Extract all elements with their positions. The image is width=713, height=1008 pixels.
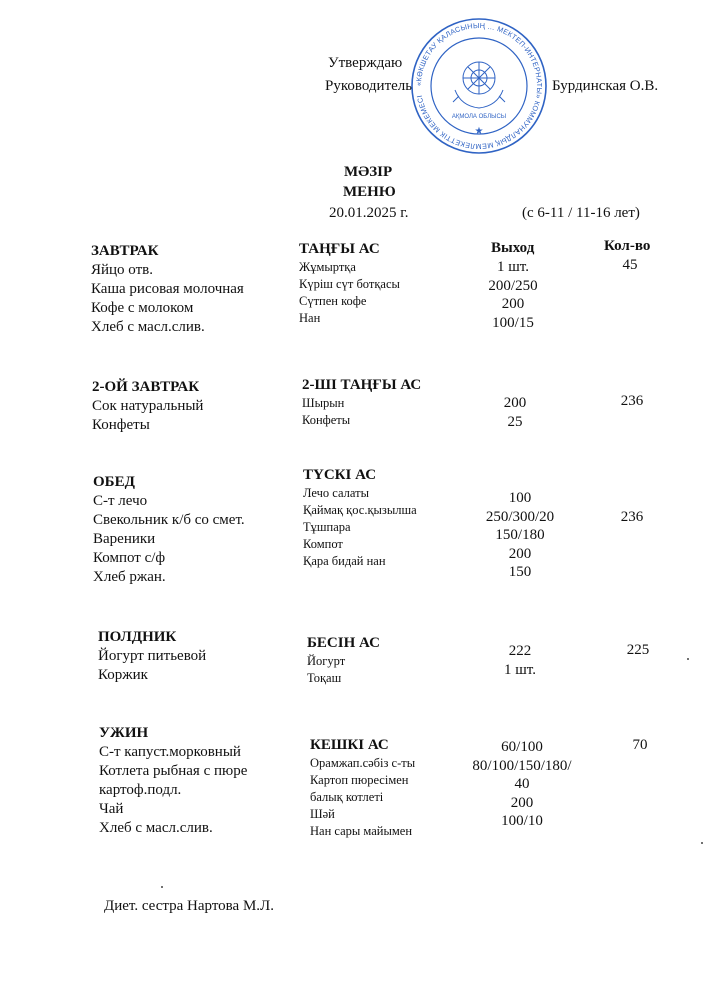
menu-item: Коржик: [98, 667, 148, 683]
menu-item: Компот с/ф: [93, 550, 166, 566]
output-value: 40: [514, 776, 530, 792]
output-value: 222: [508, 643, 532, 659]
scan-speck: [687, 658, 689, 660]
age-range: (с 6-11 / 11-16 лет): [522, 205, 640, 221]
menu-item: Йогурт: [307, 654, 346, 668]
output-value: 60/100: [501, 739, 543, 755]
output-value: 200: [501, 296, 525, 312]
output-value: 200: [510, 794, 534, 811]
output-value: 100/15: [492, 314, 534, 331]
meal-snack-ru: [98, 628, 206, 685]
menu-item: Тоқаш: [307, 671, 342, 685]
menu-item: С-т лечо: [93, 493, 148, 509]
meal-snack-outputs: [485, 642, 555, 680]
menu-item: Нан сары майымен: [310, 824, 413, 838]
meal-lunch-kz: [303, 466, 417, 570]
menu-item: Шырын: [302, 396, 345, 410]
menu-item: Сүтпен кофе: [299, 294, 367, 308]
menu-item: Вареники: [93, 531, 156, 547]
qty-value: 236: [620, 509, 644, 525]
output-value: 100/10: [501, 813, 543, 829]
qty-column-header: Кол-во: [604, 238, 651, 254]
menu-item: Конфеты: [92, 417, 150, 433]
menu-item: Лечо салаты: [303, 486, 369, 500]
meal-lunch-outputs: [470, 489, 570, 582]
meal-dinner-kz: [310, 736, 415, 840]
meal-title: ЗАВТРАК: [91, 243, 159, 259]
output-value: 200: [508, 545, 532, 562]
meal-title: 2-ОЙ ЗАВТРАК: [92, 379, 200, 395]
approval-line2: Руководитель: [325, 78, 413, 94]
output-column-header: Выход: [491, 240, 535, 256]
menu-item: Жұмыртқа: [299, 260, 356, 274]
menu-item: Күріш сүт ботқасы: [299, 277, 400, 291]
output-value: 200: [503, 395, 527, 411]
footer-signature: Диет. сестра Нартова М.Л.: [104, 898, 274, 914]
menu-item: С-т капуст.морковный: [99, 744, 241, 760]
menu-item: Сок натуральный: [92, 398, 204, 414]
menu-item: картоф.подл.: [99, 782, 182, 798]
menu-item: Йогурт питьевой: [98, 648, 207, 664]
scan-speck: [701, 842, 703, 844]
menu-item: Қара бидай нан: [303, 554, 386, 568]
output-value: 150: [508, 564, 532, 580]
meal-title: БЕСІН АС: [307, 635, 380, 651]
menu-item: Компот: [303, 537, 343, 551]
output-value: 25: [507, 414, 523, 430]
meal-second-breakfast-kz: [302, 376, 421, 429]
output-value: 1 шт.: [497, 259, 529, 275]
menu-item: Яйцо отв.: [91, 262, 153, 278]
menu-item: Тұшпара: [303, 520, 351, 534]
menu-item: Хлеб с масл.слив.: [99, 820, 213, 836]
svg-text:★: ★: [474, 126, 484, 137]
output-value: 1 шт.: [504, 662, 536, 678]
approval-line1: Утверждаю: [328, 55, 403, 71]
menu-item: Орамжап.сәбіз с-ты: [310, 756, 416, 770]
meal-title: 2-ШІ ТАҢҒЫ АС: [302, 377, 422, 393]
meal-second-breakfast-outputs: [480, 394, 550, 432]
meal-second-breakfast-ru: [92, 378, 203, 435]
menu-item: Свекольник к/б со смет.: [93, 512, 245, 528]
approval-name: Бурдинская О.В.: [552, 78, 659, 94]
menu-item: Кофе с молоком: [91, 300, 194, 316]
qty-value: 236: [620, 393, 644, 409]
menu-item: Хлеб ржан.: [93, 569, 166, 585]
menu-item: Конфеты: [302, 413, 351, 427]
output-value: 150/180: [495, 527, 545, 543]
qty-value: 70: [632, 737, 648, 753]
menu-item: Шәй: [310, 807, 335, 821]
meal-title: ТҮСКІ АС: [303, 467, 377, 483]
qty-value: 45: [622, 257, 638, 273]
scan-speck: [161, 886, 163, 888]
meal-snack-kz: [307, 634, 380, 687]
menu-item: Қаймақ қос.қызылша: [303, 503, 417, 517]
menu-item: Картоп пюресімен: [310, 773, 409, 787]
meal-lunch-ru: [93, 473, 245, 587]
menu-item: Чай: [99, 801, 124, 817]
output-value: 100: [508, 490, 532, 506]
meal-title: КЕШКІ АС: [310, 737, 389, 753]
meal-dinner-outputs: [462, 738, 582, 831]
output-value: 80/100/150/180/: [472, 757, 572, 774]
meal-breakfast-kz: [299, 240, 400, 327]
meal-breakfast-outputs: [470, 258, 556, 332]
meal-title: ОБЕД: [93, 474, 135, 490]
menu-item: Хлеб с масл.слив.: [91, 319, 205, 335]
official-stamp: [409, 16, 549, 156]
menu-item: Нан: [299, 311, 321, 325]
meal-title: ПОЛДНИК: [98, 629, 177, 645]
output-value: 250/300/20: [485, 508, 555, 525]
meal-title: ТАҢҒЫ АС: [299, 241, 380, 257]
title-kz: МӘЗІР: [344, 164, 393, 180]
qty-value: 225: [626, 642, 650, 658]
svg-text:«КӨКШЕТАУ ҚАЛАСЫНЫҢ ... МЕКТЕП: «КӨКШЕТАУ ҚАЛАСЫНЫҢ ... МЕКТЕП-ИНТЕРНАТЫ» КОММУНАЛДЫҚ МЕМЛЕКЕТТІК МЕКЕМЕСІ: [413, 20, 545, 152]
menu-item: Котлета рыбная с пюре: [99, 763, 248, 779]
menu-item: балық котлеті: [310, 790, 384, 804]
meal-dinner-ru: [99, 724, 247, 838]
menu-item: Каша рисовая молочная: [91, 281, 244, 297]
svg-text:АҚМОЛА ОБЛЫСЫ: АҚМОЛА ОБЛЫСЫ: [451, 114, 507, 120]
title-ru: МЕНЮ: [343, 184, 396, 200]
output-value: 200/250: [488, 277, 538, 294]
meal-title: УЖИН: [99, 725, 149, 741]
meal-breakfast-ru: [91, 242, 244, 337]
menu-date: 20.01.2025 г.: [329, 205, 409, 221]
